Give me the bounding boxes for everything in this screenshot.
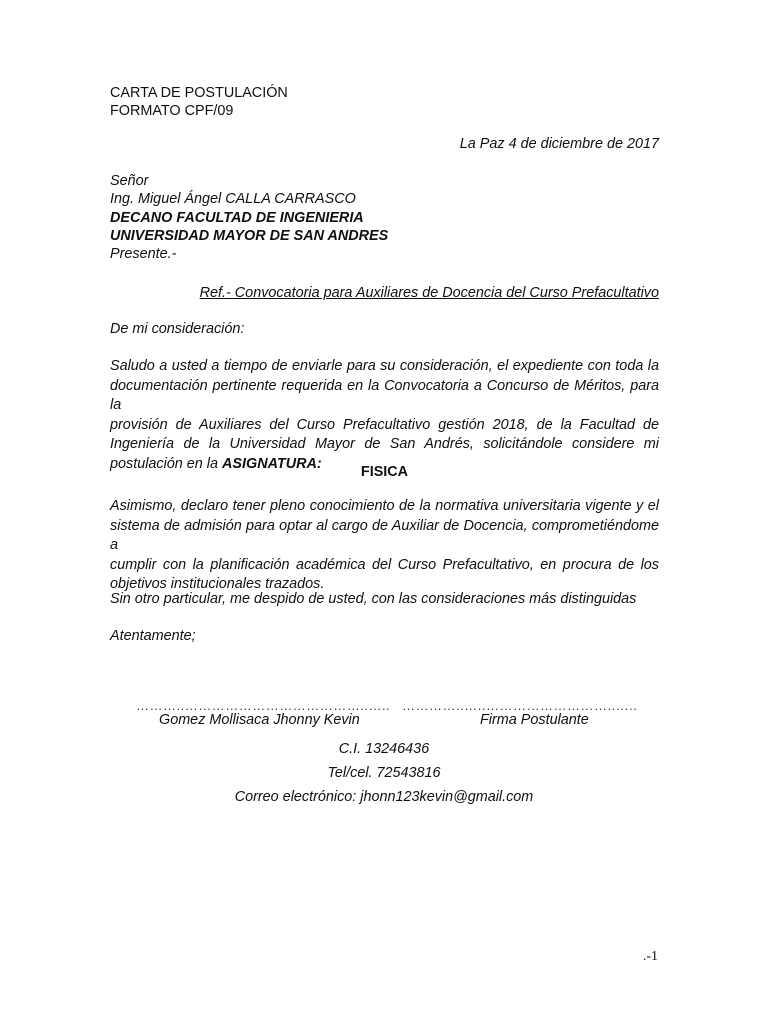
recipient-position: DECANO FACULTAD DE INGENIERIA	[110, 210, 364, 226]
subject-label: ASIGNATURA:	[222, 455, 322, 472]
page-number: .-1	[642, 949, 658, 964]
signature-line-right: …………..…..………………………..…..	[402, 698, 638, 713]
applicant-phone: Tel/cel. 72543816	[327, 765, 441, 781]
format-code: FORMATO CPF/09	[110, 103, 234, 119]
body1-last-prefix: postulación en la	[110, 455, 223, 472]
body2-line: cumplir con la planificación académica del Curso Prefacultativo, en procura de los	[110, 556, 659, 573]
body2-line: objetivos institucionales trazados.	[110, 576, 325, 592]
body-paragraph-1	[110, 357, 659, 474]
body1-line: provisión de Auxiliares del Curso Prefacultativo gestión 2018, de la Facultad de	[110, 416, 659, 433]
recipient-institution: UNIVERSIDAD MAYOR DE SAN ANDRES	[110, 228, 389, 244]
applicant-name: Gomez Mollisaca Jhonny Kevin	[159, 712, 360, 728]
body2-line: Asimismo, declaro tener pleno conocimiento de la normativa universitaria vigente y el	[110, 498, 659, 514]
subject-name: FISICA	[360, 464, 409, 480]
recipient-salutation: Señor	[110, 173, 149, 189]
body-paragraph-2	[110, 497, 659, 595]
recipient-presente: Presente.-	[110, 246, 177, 262]
letter-date: La Paz 4 de diciembre de 2017	[459, 136, 659, 152]
recipient-name: Ing. Miguel Ángel CALLA CARRASCO	[110, 191, 356, 207]
letter-title: CARTA DE POSTULACIÓN	[110, 85, 288, 101]
closing-text: Sin otro particular, me despido de usted, con las consideraciones más distinguidas	[110, 591, 637, 607]
body1-line: Saludo a usted a tiempo de enviarle para su consideración, el expediente con toda la	[110, 358, 659, 374]
signature-label: Firma Postulante	[480, 712, 589, 728]
reference-line: Ref.- Convocatoria para Auxiliares de Docencia del Curso Prefacultativo	[199, 285, 659, 301]
applicant-ci: C.I. 13246436	[338, 741, 430, 757]
body1-line: Ingeniería de la Universidad Mayor de San Andrés, solicitándole considere mi	[110, 436, 659, 452]
body1-line: documentación pertinente requerida en la Convocatoria a Concurso de Méritos, para la	[110, 377, 659, 413]
signature-line-left: ………..…………………………………..…..	[136, 698, 391, 713]
closing: Atentamente;	[110, 628, 196, 644]
body2-line: sistema de admisión para optar al cargo de Auxiliar de Docencia, comprometiéndome a	[110, 517, 659, 553]
applicant-email: Correo electrónico: jhonn123kevin@gmail.com	[234, 789, 534, 805]
greeting: De mi consideración:	[110, 321, 245, 337]
